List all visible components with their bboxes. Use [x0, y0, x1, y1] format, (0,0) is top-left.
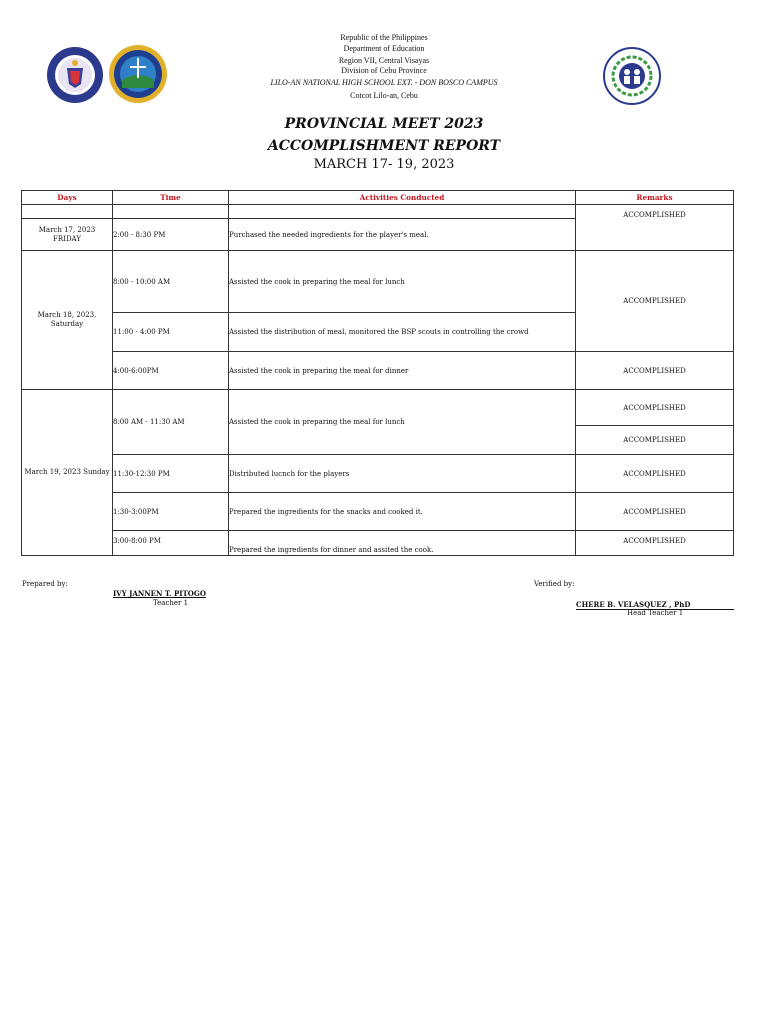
- activity-cell: Assisted the cook in preparing the meal for lunch: [229, 390, 576, 455]
- day-cell: [22, 219, 113, 251]
- prepared-by-label: Prepared by:: [22, 580, 68, 588]
- table-row: [22, 493, 734, 531]
- col-header-activities: Activities Conducted: [229, 191, 576, 205]
- day-cell: [22, 251, 113, 390]
- table-row: [22, 390, 734, 426]
- table-header-row: [22, 191, 734, 205]
- activity-cell: Prepared the ingredients for the snacks and cooked it.: [229, 493, 576, 531]
- table-row: [22, 455, 734, 493]
- prepared-by-title: Teacher 1: [153, 599, 189, 607]
- activity-cell: Assisted the distribution of meal, monitored the BSP scouts in controlling the crowd: [229, 313, 576, 352]
- header-department: Department of Education: [343, 44, 425, 53]
- table-row: [22, 251, 734, 313]
- report-title-event: PROVINCIAL MEET 2023: [284, 116, 484, 132]
- time-cell: 1:30-3:00PM: [113, 493, 229, 531]
- time-cell: 11:00 - 4:00 PM: [113, 313, 229, 352]
- day-weekday: FRIDAY: [53, 234, 81, 243]
- day-cell: March 19, 2023 Sunday: [22, 390, 113, 556]
- header-division: Division of Cebu Province: [341, 66, 427, 75]
- day-weekday: Saturday: [50, 320, 84, 328]
- remarks-cell: ACCOMPLISHED: [576, 455, 734, 493]
- header-address: Cotcot Lilo-an, Cebu: [350, 91, 418, 100]
- remarks-cell: ACCOMPLISHED: [576, 531, 734, 556]
- time-cell: 4:00-6:00PM: [113, 352, 229, 390]
- remarks-cell: ACCOMPLISHED: [576, 426, 734, 455]
- activity-cell: Assisted the cook in preparing the meal for lunch: [229, 251, 576, 313]
- report-title-type: ACCOMPLISHMENT REPORT: [267, 138, 501, 154]
- col-header-remarks: Remarks: [576, 191, 734, 205]
- verified-by-name: CHERE B. VELASQUEZ , PhD: [576, 600, 691, 609]
- day-date: March 17, 2023: [38, 225, 96, 234]
- remarks-cell: ACCOMPLISHED: [576, 251, 734, 352]
- col-header-time: Time: [113, 191, 229, 205]
- table-row: [22, 531, 734, 556]
- accomplishment-table: [21, 190, 734, 556]
- verified-by-title: Head Teacher 1: [627, 609, 684, 617]
- prepared-by-name: IVY JANNEN T. PITOGO: [113, 589, 206, 598]
- time-cell: 8:00 AM - 11:30 AM: [113, 390, 229, 455]
- activity-cell: Prepared the ingredients for dinner and assited the cook.: [229, 531, 576, 556]
- time-cell: 3:00-8:00 PM: [113, 531, 229, 556]
- remarks-cell: ACCOMPLISHED: [576, 390, 734, 426]
- time-cell: 8:00 - 10:00 AM: [113, 251, 229, 313]
- header-region: Region VII, Central Visayas: [338, 56, 430, 65]
- activity-cell: Purchased the needed ingredients for the player's meal.: [229, 219, 576, 251]
- activity-cell: Distributed lucnch for the players: [229, 455, 576, 493]
- time-cell: 11:30-12:30 PM: [113, 455, 229, 493]
- header-republic: Republic of the Philippines: [340, 33, 428, 42]
- activity-cell: Assisted the cook in preparing the meal for dinner: [229, 352, 576, 390]
- col-header-days: Days: [22, 191, 113, 205]
- time-cell: 2:00 - 8:30 PM: [113, 219, 229, 251]
- remarks-cell: ACCOMPLISHED: [576, 205, 734, 251]
- header-school: LILO-AN NATIONAL HIGH SCHOOL EXT. - DON BOSCO CAMPUS: [270, 78, 498, 87]
- remarks-cell: ACCOMPLISHED: [576, 352, 734, 390]
- table-row: [22, 352, 734, 390]
- remarks-cell: ACCOMPLISHED: [576, 493, 734, 531]
- report-date-range: MARCH 17- 19, 2023: [313, 157, 455, 172]
- day-date: March 18, 2023,: [37, 311, 97, 319]
- table-row: [22, 205, 734, 219]
- verified-by-label: Verified by:: [534, 580, 575, 588]
